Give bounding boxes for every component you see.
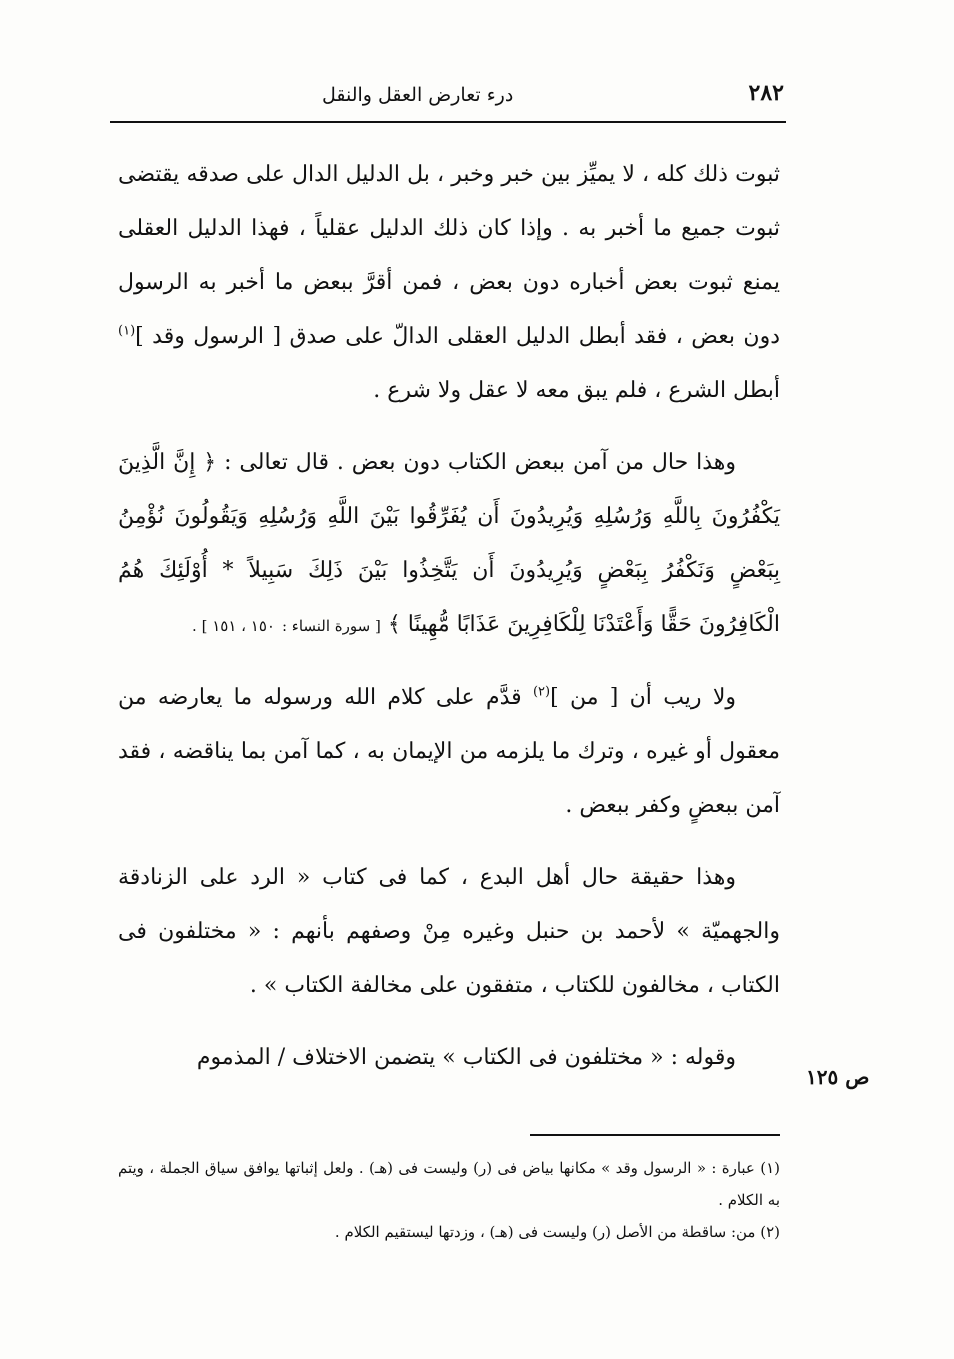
paragraph-2 — [118, 436, 780, 653]
page-header — [112, 78, 784, 122]
paragraph-1-text: ثبوت ذلك كله ، لا يميِّز بين خبر وخبر ، بل الدليل الدال على صدقه يقتضى ثبوت جميع ما أخبر به . وإذا كان ذلك الدليل عقلياً ، فهذا الدليل العقلى يمنع ثبوت بعض أخباره دون بعض ، فمن أقرَّ ببعض ما أخبر به الرسول دون بعض ، فقد أبطل الدليل العقلى الدالّ على صدق [ الرسول وقد ] — [118, 162, 781, 349]
page-number: ٢٨٢ — [748, 80, 784, 106]
quran-citation: [ سورة النساء : — [281, 617, 381, 635]
footnote-rule — [530, 1134, 780, 1136]
footnote-2: (٢) من: ساقطة من الأصل (ر) وليست فى (هـ) ، وزدتها ليستقيم الكلام . — [334, 1223, 780, 1241]
footnote-1: (١) عبارة : « الرسول وقد » مكانها بياض فى (ر) وليست فى (هـ) . ولعل إثباتها يوافق سياق الجملة ، ويتم به الكلام . — [118, 1159, 780, 1209]
paragraph-4 — [118, 851, 780, 1013]
footnote-ref-1: (١) — [118, 323, 136, 339]
paragraph-5 — [118, 1031, 780, 1085]
footnotes — [118, 1152, 780, 1248]
paragraph-3-tail: قدَّم على كلام الله ورسوله ما يعارضه من معقول أو غيره ، وترك ما يلزمه من الإيمان به ، كما آمن بما يناقضه ، فقد آمن ببعضٍ وكفر ببعض . — [118, 685, 780, 818]
quran-citation-end: ١٥٠ ، ١٥١ ] . — [192, 617, 275, 635]
running-title: درء تعارض العقل والنقل — [322, 84, 514, 106]
paragraph-4-text: وهذا حقيقة حال أهل البدع ، كما فى كتاب « الرد على الزنادقة والجهميّة » لأحمد بن حنبل وغيره مِنْ وصفهم بأنهم : « مختلفون فى الكتاب ، مخالفون للكتاب ، متفقون على مخالفة الكتاب » . — [118, 865, 780, 998]
paragraph-3 — [118, 671, 780, 833]
paragraph-5-text: وقوله : « مختلفون فى الكتاب » يتضمن الاختلاف / المذموم — [196, 1045, 736, 1070]
paragraph-1-tail: أبطل الشرع ، فلم يبق معه لا عقل ولا شرع . — [373, 378, 780, 403]
main-text — [118, 148, 780, 1085]
margin-page-reference: ص ١٢٥ — [806, 1065, 870, 1089]
paragraph-1 — [118, 148, 780, 418]
quran-verse: ﴿ إِنَّ الَّذِينَ يَكْفُرُونَ بِاللَّهِ وَرُسُلِهِ وَيُرِيدُونَ أَن يُفَرِّقُوا بَيْنَ اللَّهِ وَرُسُلِهِ وَيَقُولُونَ نُؤْمِنُ بِبَعْضٍ وَنَكْفُرُ بِبَعْضٍ وَيُرِيدُونَ أَن يَتَّخِذُوا بَيْنَ ذَلِكَ سَبِيلاً * أُوْلَئِكَ هُمُ الْكَافِرُونَ حَقًّا وَأَعْتَدْنَا لِلْكَافِرِينَ عَذَابًا مُّهِينًا ﴾ — [118, 450, 780, 637]
paragraph-3-text: ولا ريب أن [ من ] — [550, 685, 737, 710]
paragraph-2-text: وهذا حال من آمن ببعض الكتاب دون بعض . قال تعالى : — [224, 450, 736, 475]
footnote-ref-2: (٢) — [532, 684, 551, 700]
header-rule — [110, 121, 786, 123]
